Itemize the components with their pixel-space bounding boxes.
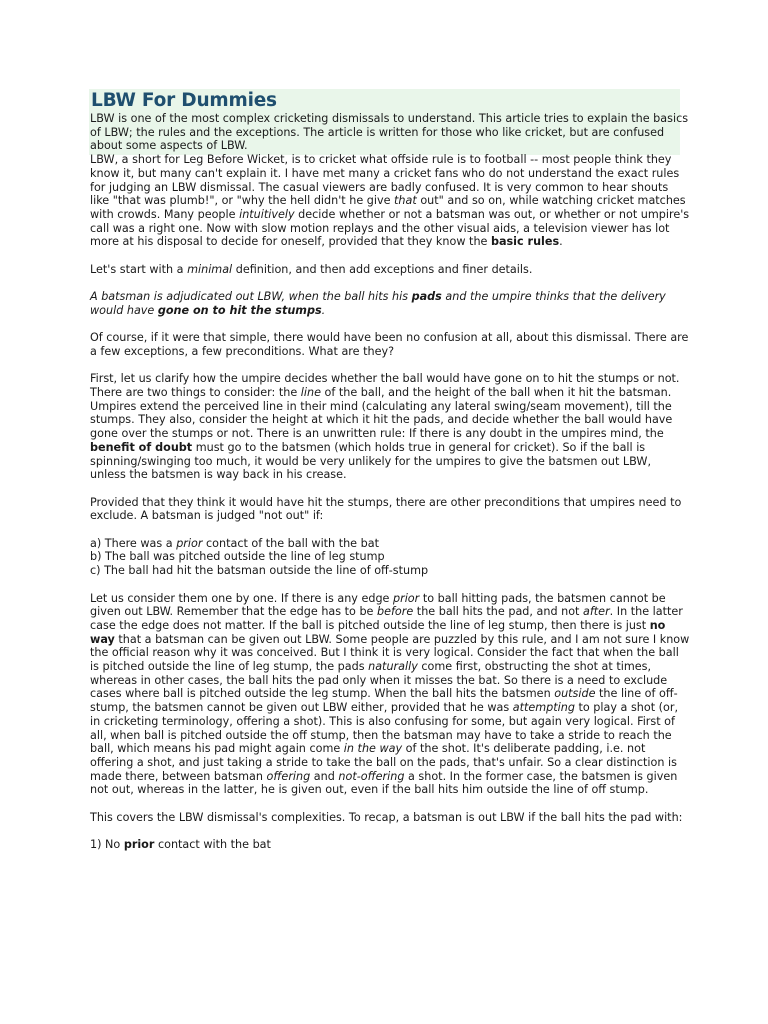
list-item: c) The ball had hit the batsman outside the line of off-stump (90, 564, 429, 578)
article-body (90, 112, 690, 866)
list-item: a) There was a prior contact of the ball with the bat (90, 536, 379, 550)
paragraph-recap: This covers the LBW dismissal's complexities. To recap, a batsman is out LBW if the ball hits the pad with: (90, 810, 683, 824)
recap-item: 1) No prior contact with the bat (90, 838, 271, 852)
paragraph-preconditions: Provided that they think it would have hit the stumps, there are other preconditions that umpires need to exclude. A batsman is judged "not out" if: (90, 495, 682, 523)
page-title: LBW For Dummies (91, 90, 277, 111)
paragraph-considerations: Let us consider them one by one. If there is any edge prior to ball hitting pads, the batsmen cannot be given out LBW. Remember that the edge has to be before the ball hits the pad, and not after. In the latter case the edge does not matter. If the ball is pitched outside the line of leg stump, then there is just no way that a batsman can be given out LBW. Some people are puzzled by this rule, and I am not sure I know the official reason why it was conceived. But I think it is very logical. Consider the fact that when the ball is pitched outside the line of leg stump, the pads naturally come first, obstructing the shot at times, whereas in other cases, the ball hits the pad only when it misses the bat. So there is a need to exclude cases where ball is pitched outside the leg stump. When the ball hits the batsmen outside the line of off-stump, the batsmen cannot be given out LBW either, provided that he was attempting to play a shot (or, in cricketing terminology, offering a shot). This is also confusing for some, but again very logical. First of all, when ball is pitched outside the off stump, then the batsman may have to take a stride to reach the ball, which means his pad might again come in the way of the shot. It's deliberate padding, i.e. not offering a shot, and just taking a stride to take the ball on the pads, that's unfair. So a clear distinction is made there, between batsman offering and not-offering a shot. In the former case, the batsmen is given not out, whereas in the latter, he is given out, even if the ball hits him outside the line of off stump. (90, 591, 690, 797)
intro-paragraph: LBW is one of the most complex cricketing dismissals to understand. This article tries to explain the basics of LBW; the rules and the exceptions. The article is written for those who like cricket, but are confused about some aspects of LBW. (90, 112, 689, 153)
paragraph-minimal-definition: Let's start with a minimal definition, and then add exceptions and finer details. (90, 262, 533, 276)
precondition-list (90, 537, 690, 578)
paragraph-exceptions: Of course, if it were that simple, there would have been no confusion at all, about this dismissal. There are a few exceptions, a few preconditions. What are they? (90, 331, 689, 358)
paragraph-adjudication-quote: A batsman is adjudicated out LBW, when the ball hits his pads and the umpire thinks that the delivery would have gone on to hit the stumps. (90, 290, 666, 317)
list-item: b) The ball was pitched outside the line of leg stump (90, 550, 385, 564)
paragraph-umpire-decision: First, let us clarify how the umpire decides whether the ball would have gone on to hit the stumps or not. There are two things to consider: the line of the ball, and the height of the ball when it hit the batsman. Umpires extend the perceived line in their mind (calculating any lateral swing/seam movement), till the stumps. They also, consider the height at which it hit the pads, and decide whether the ball would have gone over the stumps or not. There is an unwritten rule: If there is any doubt in the umpires mind, the benefit of doubt must go to the batsmen (which holds true in general for cricket). So if the ball is spinning/swinging too much, it would be very unlikely for the umpires to give the batsmen out LBW, unless the batsmen is way back in his crease. (90, 372, 680, 482)
paragraph-lbw-definition: LBW, a short for Leg Before Wicket, is to cricket what offside rule is to football -- most people think they know it, but many can't explain it. I have met many a cricket fans who do not understand the exact rules for judging an LBW dismissal. The casual viewers are badly confused. It is very common to hear shouts like "that was plumb!", or "why the hell didn't he give that out" and so on, while watching cricket matches with crowds. Many people intuitively decide whether or not a batsman was out, or whether or not umpire's call was a right one. Now with slow motion replays and the other visual aids, a television viewer has lot more at his disposal to decide for oneself, provided that they know the basic rules. (90, 153, 690, 249)
